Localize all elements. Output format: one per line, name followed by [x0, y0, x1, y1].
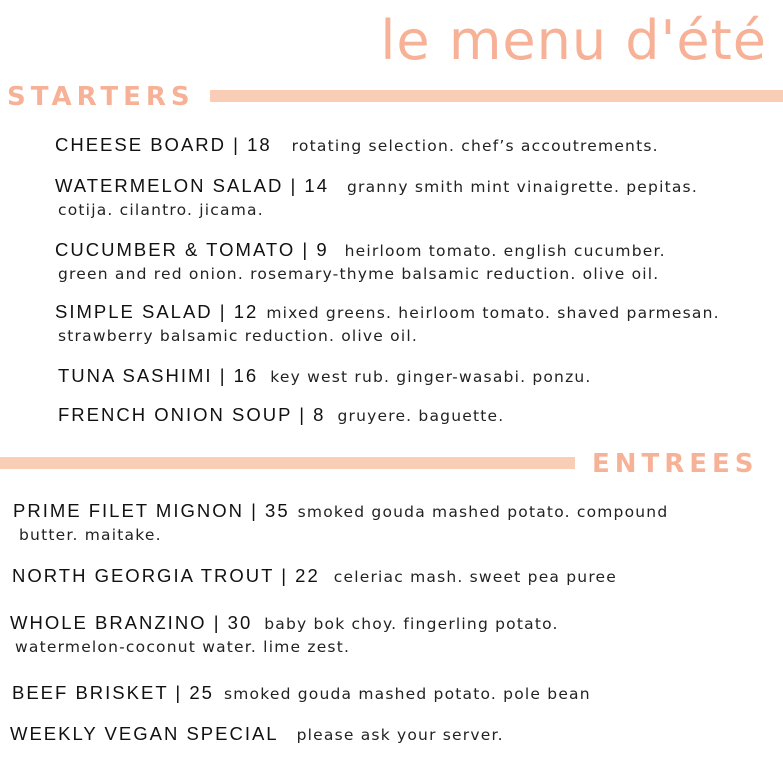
item-name: NORTH GEORGIA TROUT | 22 — [12, 565, 320, 586]
item-description: baby bok choy. fingerling potato. — [264, 615, 559, 633]
item-name: WHOLE BRANZINO | 30 — [10, 612, 253, 633]
item-description: key west rub. ginger-wasabi. ponzu. — [270, 368, 592, 386]
menu-item — [12, 681, 591, 706]
entrees-heading: ENTREES — [592, 449, 759, 479]
menu-item — [55, 300, 720, 348]
item-description-cont: green and red onion. rosemary-thyme balsamic reduction. olive oil. — [58, 265, 660, 283]
item-name: BEEF BRISKET | 25 — [12, 682, 214, 703]
item-name: PRIME FILET MIGNON | 35 — [13, 500, 290, 521]
item-description: celeriac mash. sweet pea puree — [333, 568, 618, 586]
menu-item — [13, 499, 668, 547]
menu-item — [12, 564, 617, 589]
item-description: smoked gouda mashed potato. compound — [297, 503, 669, 521]
item-description: granny smith mint vinaigrette. pepitas. — [347, 178, 698, 196]
item-name: TUNA SASHIMI | 16 — [58, 365, 259, 386]
menu-item — [58, 364, 592, 389]
item-description-cont: butter. maitake. — [19, 526, 162, 544]
item-description-cont: cotija. cilantro. jicama. — [58, 201, 264, 219]
item-description-cont: strawberry balsamic reduction. olive oil. — [58, 327, 418, 345]
menu-item — [55, 238, 666, 286]
item-description: heirloom tomato. english cucumber. — [344, 242, 666, 260]
entrees-divider — [0, 457, 575, 469]
item-description: please ask your server. — [296, 726, 504, 744]
item-name: FRENCH ONION SOUP | 8 — [58, 404, 326, 425]
item-description: rotating selection. chef’s accoutrements. — [291, 137, 659, 155]
item-name: SIMPLE SALAD | 12 — [55, 301, 259, 322]
menu-item — [55, 174, 698, 222]
item-description: smoked gouda mashed potato. pole bean — [223, 685, 591, 703]
menu-item — [10, 611, 559, 659]
menu-item — [55, 133, 659, 158]
item-name: WEEKLY VEGAN SPECIAL — [10, 723, 279, 744]
item-name: WATERMELON SALAD | 14 — [55, 175, 329, 196]
item-name: CHEESE BOARD | 18 — [55, 134, 272, 155]
menu-item — [58, 403, 504, 428]
starters-heading: STARTERS — [7, 82, 195, 112]
item-description: mixed greens. heirloom tomato. shaved parmesan. — [266, 304, 720, 322]
menu-title: le menu d'été — [380, 9, 767, 72]
item-description: gruyere. baguette. — [337, 407, 505, 425]
item-name: CUCUMBER & TOMATO | 9 — [55, 239, 329, 260]
item-description-cont: watermelon-coconut water. lime zest. — [15, 638, 351, 656]
starters-divider — [210, 90, 783, 102]
menu-item — [10, 722, 504, 747]
